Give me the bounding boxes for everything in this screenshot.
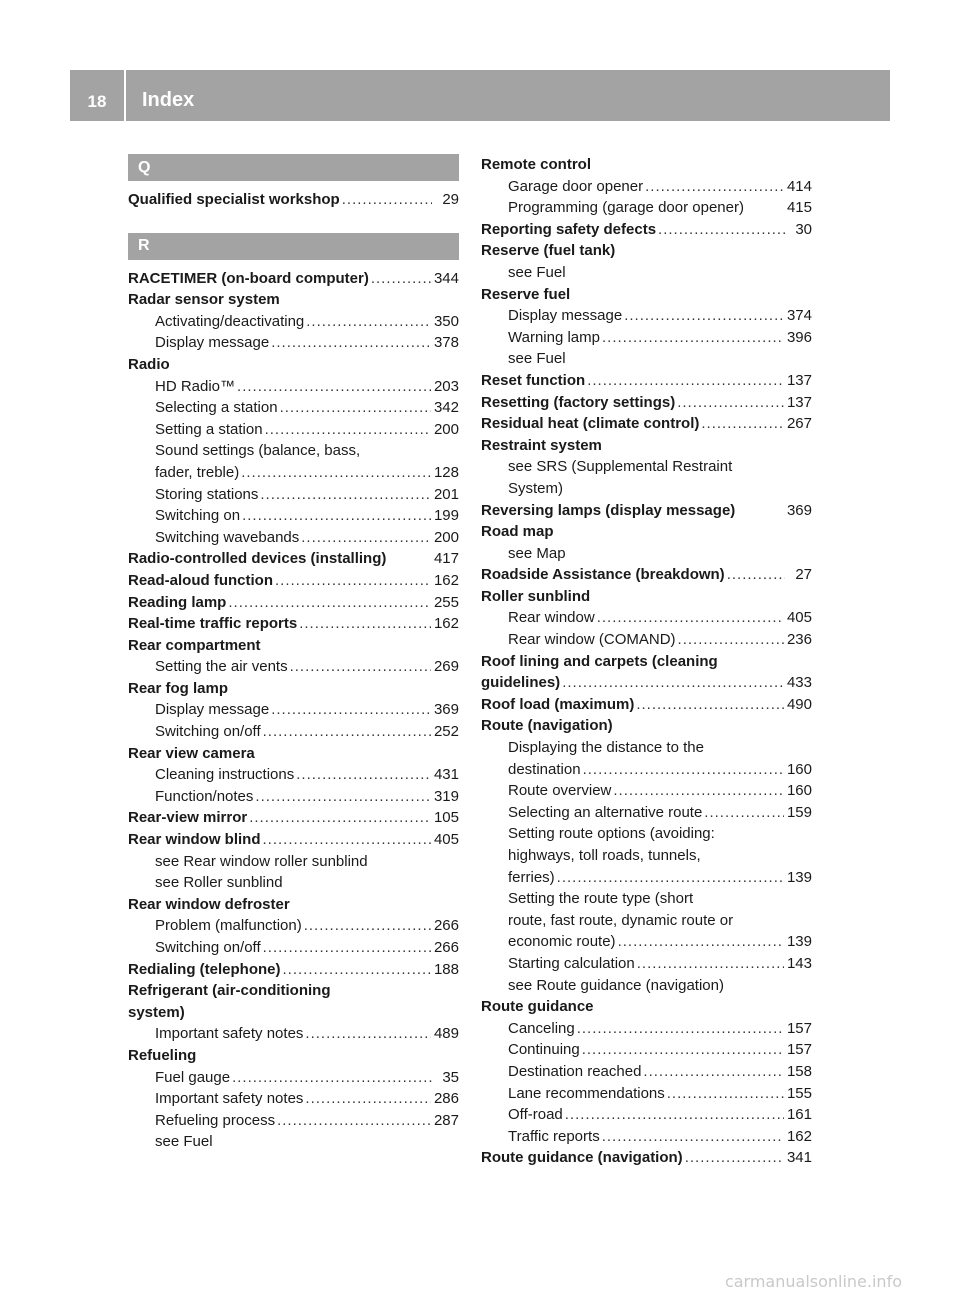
- page-ref: 341: [786, 1149, 812, 1167]
- entry-text: Setting the route type (short: [508, 890, 694, 908]
- entry-text: Reading lamp: [128, 593, 227, 611]
- index-entry: [128, 613, 459, 635]
- leader-dots: [228, 592, 431, 614]
- index-subentry: [128, 1110, 459, 1132]
- page-ref: 489: [433, 1025, 459, 1043]
- index-subentry: [481, 176, 812, 198]
- leader-dots: [280, 397, 431, 419]
- entry-text: see Fuel: [155, 1133, 213, 1151]
- leader-dots: [232, 1067, 432, 1089]
- index-subentry: [481, 1039, 812, 1061]
- page-ref: 405: [433, 831, 459, 849]
- index-subentry: [481, 1126, 812, 1148]
- index-subentry: [128, 872, 459, 894]
- page-ref: 188: [433, 960, 459, 978]
- entry-text: Setting route options (avoiding:: [508, 825, 715, 843]
- index-entry: [128, 268, 459, 290]
- index-entry: [481, 694, 812, 716]
- entry-text: see Map: [508, 544, 566, 562]
- leader-dots: [685, 1147, 784, 1169]
- page-ref: 201: [433, 485, 459, 503]
- entry-text: Refueling: [128, 1046, 197, 1064]
- page-ref: 287: [433, 1111, 459, 1129]
- leader-dots: [602, 1126, 784, 1148]
- entry-text: Reserve fuel: [481, 285, 571, 303]
- page-ref: 252: [433, 723, 459, 741]
- index-subentry: [481, 478, 812, 500]
- leader-dots: [242, 505, 431, 527]
- entry-text: Display message: [155, 701, 270, 719]
- index-subentry: [481, 262, 812, 284]
- entry-text: Reporting safety defects: [481, 220, 657, 238]
- entry-text: Display message: [155, 334, 270, 352]
- entry-text: Off-road: [508, 1106, 563, 1124]
- leader-dots: [727, 564, 785, 586]
- page-ref: 160: [786, 782, 812, 800]
- index-entry: [481, 413, 812, 435]
- leader-dots: [249, 807, 431, 829]
- index-entry: [128, 570, 459, 592]
- leader-dots: [241, 462, 431, 484]
- index-subentry: [481, 975, 812, 997]
- index-subentry: [481, 845, 812, 867]
- index-subentry: [481, 1018, 812, 1040]
- entry-text: Problem (malfunction): [155, 917, 302, 935]
- leader-dots: [701, 413, 784, 435]
- leader-dots: [577, 1018, 784, 1040]
- index-subentry: [128, 786, 459, 808]
- index-subentry: [128, 699, 459, 721]
- leader-dots: [275, 570, 431, 592]
- leader-dots: [299, 613, 431, 635]
- entry-text: route, fast route, dynamic route or: [508, 911, 734, 929]
- index-entry: [128, 189, 459, 211]
- index-entry: [128, 289, 459, 311]
- entry-text: Restraint system: [481, 436, 602, 454]
- entry-text: Route guidance (navigation): [481, 1149, 683, 1167]
- page-ref: 160: [786, 760, 812, 778]
- entry-text: Important safety notes: [155, 1025, 304, 1043]
- page-number: 18: [70, 70, 126, 121]
- index-column-left: [128, 154, 459, 1153]
- entry-text: Route overview: [508, 782, 612, 800]
- leader-dots: [624, 305, 784, 327]
- index-entry: [481, 370, 812, 392]
- index-entry: [481, 219, 812, 241]
- leader-dots: [602, 327, 784, 349]
- entry-text: Switching wavebands: [155, 528, 300, 546]
- page-ref: 143: [786, 954, 812, 972]
- leader-dots: [263, 937, 431, 959]
- entry-text: Rear view camera: [128, 744, 255, 762]
- entry-text: Cleaning instructions: [155, 766, 295, 784]
- entry-text: Redialing (telephone): [128, 960, 281, 978]
- leader-dots: [271, 699, 431, 721]
- entry-text: Reset function: [481, 371, 586, 389]
- entry-text: Garage door opener: [508, 177, 644, 195]
- leader-dots: [306, 311, 431, 333]
- entry-text: HD Radio™: [155, 377, 236, 395]
- entry-text: System): [508, 479, 564, 497]
- leader-dots: [637, 953, 784, 975]
- page-ref: 162: [433, 615, 459, 633]
- entry-text: Roadside Assistance (breakdown): [481, 566, 725, 584]
- index-subentry: [128, 1088, 459, 1110]
- index-entry: [481, 392, 812, 414]
- entry-text: Switching on/off: [155, 939, 261, 956]
- entry-text: Road map: [481, 523, 554, 541]
- index-subentry: [481, 1083, 812, 1105]
- page-ref: 159: [786, 803, 812, 821]
- leader-dots: [618, 931, 784, 953]
- page-ref: 137: [786, 393, 812, 411]
- entry-text: highways, toll roads, tunnels,: [508, 847, 701, 864]
- entry-text: Radio-controlled devices (installing): [128, 550, 387, 568]
- index-subentry: [128, 656, 459, 678]
- page-ref: 200: [433, 528, 459, 546]
- leader-dots: [305, 1088, 431, 1110]
- index-entry: [481, 586, 812, 608]
- leader-dots: [277, 1110, 431, 1132]
- page-ref: 266: [433, 917, 459, 935]
- entry-text: system): [128, 1003, 185, 1021]
- entry-text: Lane recommendations: [508, 1084, 665, 1102]
- leader-dots: [645, 176, 784, 198]
- section-letter: R: [128, 233, 459, 260]
- leader-dots: [305, 1023, 431, 1045]
- index-entry: [128, 635, 459, 657]
- page-ref: 267: [786, 415, 812, 433]
- index-entry: [481, 435, 812, 457]
- index-entry: [481, 284, 812, 306]
- page-ref: 105: [433, 809, 459, 827]
- entry-text: see Route guidance (navigation): [508, 976, 724, 994]
- index-subentry: [128, 1023, 459, 1045]
- entry-text: Setting the air vents: [155, 658, 288, 676]
- entry-text: Route (navigation): [481, 717, 613, 735]
- index-entry: [481, 651, 812, 673]
- entry-text: Traffic reports: [508, 1127, 600, 1145]
- index-subentry: [128, 1131, 459, 1153]
- index-entry: [481, 240, 812, 262]
- index-entry: [481, 154, 812, 176]
- leader-dots: [342, 189, 432, 211]
- index-subentry: [128, 937, 459, 959]
- entry-text: ferries): [508, 868, 555, 886]
- index-column-right: [481, 154, 812, 1169]
- entry-text: Route guidance: [481, 998, 594, 1016]
- page-ref: 344: [433, 269, 459, 287]
- page-ref: 128: [433, 463, 459, 481]
- index-entry: [128, 743, 459, 765]
- index-subentry: [481, 197, 812, 219]
- entry-text: Starting calculation: [508, 954, 635, 972]
- leader-dots: [636, 694, 784, 716]
- page-ref: 199: [433, 507, 459, 525]
- index-subentry: [128, 505, 459, 527]
- index-subentry: [481, 802, 812, 824]
- index-entry: [128, 959, 459, 981]
- entry-text: Radar sensor system: [128, 291, 280, 309]
- entry-text: Setting a station: [155, 420, 263, 438]
- page-ref: 286: [433, 1090, 459, 1108]
- page-ref: 417: [433, 550, 459, 568]
- entry-text: Sound settings (balance, bass,: [155, 442, 361, 460]
- index-subentry: [128, 397, 459, 419]
- entry-text: fader, treble): [155, 463, 240, 481]
- index-subentry: [481, 1104, 812, 1126]
- page-ref: 161: [786, 1106, 812, 1124]
- entry-text: Qualified specialist workshop: [128, 191, 340, 208]
- leader-dots: [371, 268, 431, 290]
- page-ref: 137: [786, 371, 812, 389]
- entry-text: Reversing lamps (display message): [481, 501, 736, 519]
- entry-text: Roller sunblind: [481, 587, 591, 605]
- leader-dots: [677, 392, 784, 414]
- leader-dots: [583, 759, 784, 781]
- leader-dots: [587, 370, 784, 392]
- page-ref: 369: [786, 501, 812, 519]
- entry-text: Destination reached: [508, 1062, 642, 1080]
- index-entry: [128, 829, 459, 851]
- leader-dots: [613, 780, 784, 802]
- index-entry: [128, 807, 459, 829]
- page-ref: 431: [433, 766, 459, 784]
- page-ref: 162: [433, 571, 459, 589]
- index-entry: [481, 1147, 812, 1169]
- entry-text: Roof load (maximum): [481, 695, 635, 713]
- entry-text: Displaying the distance to the: [508, 739, 704, 757]
- index-subentry: [481, 607, 812, 629]
- index-entry: [128, 1045, 459, 1067]
- leader-dots: [263, 829, 431, 851]
- index-subentry: [481, 867, 812, 889]
- index-entry: [481, 672, 812, 694]
- index-subentry: [128, 462, 459, 484]
- leader-dots: [704, 802, 784, 824]
- page-header: [70, 70, 890, 121]
- leader-dots: [265, 419, 431, 441]
- leader-dots: [263, 721, 431, 743]
- leader-dots: [658, 219, 785, 241]
- index-subentry: [128, 484, 459, 506]
- entry-text: Refrigerant (air-conditioning: [128, 982, 331, 1000]
- leader-dots: [283, 959, 431, 981]
- entry-text: destination: [508, 760, 581, 778]
- index-entry: [481, 564, 812, 586]
- entry-text: see Roller sunblind: [155, 874, 283, 892]
- entry-text: see Rear window roller sunblind: [155, 852, 368, 870]
- entry-text: Real-time traffic reports: [128, 615, 298, 633]
- page-title: Index: [142, 89, 195, 111]
- page-ref: 266: [433, 939, 459, 956]
- index-subentry: [128, 527, 459, 549]
- page-ref: 433: [786, 674, 812, 692]
- index-subentry: [481, 823, 812, 845]
- entry-text: Rear window (COMAND): [508, 631, 676, 649]
- page-ref: 200: [433, 420, 459, 438]
- index-subentry: [128, 1067, 459, 1089]
- entry-text: Radio: [128, 355, 170, 373]
- index-subentry: [128, 332, 459, 354]
- entry-text: Function/notes: [155, 787, 254, 805]
- entry-text: Activating/deactivating: [155, 312, 305, 330]
- entry-text: Refueling process: [155, 1111, 276, 1129]
- page-ref: 319: [433, 787, 459, 805]
- page-ref: 269: [433, 658, 459, 676]
- leader-dots: [643, 1061, 784, 1083]
- index-entry: [128, 678, 459, 700]
- index-subentry: [128, 721, 459, 743]
- index-subentry: [481, 327, 812, 349]
- index-subentry: [481, 780, 812, 802]
- entry-text: Rear window: [508, 609, 595, 627]
- leader-dots: [582, 1039, 784, 1061]
- page-ref: 415: [786, 199, 812, 217]
- page-ref: 236: [786, 631, 812, 649]
- page-ref: 374: [786, 307, 812, 325]
- entry-text: Residual heat (climate control): [481, 415, 700, 433]
- entry-text: see SRS (Supplemental Restraint: [508, 458, 733, 476]
- entry-text: see Fuel: [508, 350, 566, 368]
- entry-text: Programming (garage door opener): [508, 199, 744, 217]
- entry-text: Rear window blind: [128, 831, 261, 849]
- page-ref: 350: [433, 312, 459, 330]
- index-subentry: [481, 931, 812, 953]
- leader-dots: [255, 786, 431, 808]
- entry-text: Continuing: [508, 1041, 580, 1059]
- entry-text: Canceling: [508, 1019, 575, 1037]
- index-entry: [481, 715, 812, 737]
- index-subentry: [128, 440, 459, 462]
- index-entry: [128, 1002, 459, 1024]
- entry-text: Rear fog lamp: [128, 679, 229, 697]
- entry-text: Fuel gauge: [155, 1068, 231, 1086]
- entry-text: guidelines): [481, 674, 561, 692]
- entry-text: Selecting a station: [155, 399, 278, 417]
- entry-text: Read-aloud function: [128, 571, 273, 589]
- index-subentry: [128, 915, 459, 937]
- entry-text: Important safety notes: [155, 1090, 304, 1108]
- page-ref: 162: [786, 1127, 812, 1145]
- index-subentry: [128, 851, 459, 873]
- index-subentry: [481, 737, 812, 759]
- leader-dots: [290, 656, 431, 678]
- index-subentry: [481, 953, 812, 975]
- index-entry: [128, 592, 459, 614]
- index-subentry: [481, 629, 812, 651]
- page-ref: 27: [795, 566, 812, 584]
- index-subentry: [481, 456, 812, 478]
- index-subentry: [481, 910, 812, 932]
- page-ref: 203: [433, 377, 459, 395]
- index-subentry: [128, 764, 459, 786]
- entry-text: Reserve (fuel tank): [481, 242, 616, 260]
- page-ref: 139: [786, 868, 812, 886]
- page-ref: 157: [786, 1019, 812, 1037]
- entry-text: Resetting (factory settings): [481, 393, 676, 411]
- page-ref: 369: [433, 701, 459, 719]
- leader-dots: [296, 764, 431, 786]
- page-ref: 378: [433, 334, 459, 352]
- page-ref: 155: [786, 1084, 812, 1102]
- page-ref: 158: [786, 1062, 812, 1080]
- leader-dots: [562, 672, 784, 694]
- index-entry: [128, 548, 459, 570]
- page-ref: 139: [786, 933, 812, 951]
- leader-dots: [667, 1083, 784, 1105]
- entry-text: Switching on: [155, 507, 241, 525]
- entry-text: economic route): [508, 933, 616, 951]
- leader-dots: [304, 915, 431, 937]
- entry-text: Rear-view mirror: [128, 809, 248, 827]
- page-ref: 405: [786, 609, 812, 627]
- entry-text: Rear compartment: [128, 636, 261, 654]
- page-ref: 396: [786, 328, 812, 346]
- entry-text: Switching on/off: [155, 723, 261, 741]
- entry-text: see Fuel: [508, 263, 566, 281]
- entry-text: Roof lining and carpets (cleaning: [481, 652, 718, 670]
- index-subentry: [128, 311, 459, 333]
- index-entry: [481, 996, 812, 1018]
- leader-dots: [260, 484, 431, 506]
- page-ref: 29: [442, 191, 459, 208]
- leader-dots: [678, 629, 784, 651]
- index-subentry: [128, 376, 459, 398]
- entry-text: Display message: [508, 307, 623, 325]
- index-subentry: [481, 759, 812, 781]
- leader-dots: [237, 376, 431, 398]
- index-entry: [481, 521, 812, 543]
- page-ref: 414: [786, 177, 812, 195]
- entry-text: Storing stations: [155, 485, 259, 503]
- entry-text: Selecting an alternative route: [508, 803, 703, 821]
- index-entry: [128, 980, 459, 1002]
- page-ref: 30: [795, 220, 812, 238]
- entry-text: Remote control: [481, 156, 592, 173]
- index-subentry: [481, 305, 812, 327]
- page-ref: 255: [433, 593, 459, 611]
- index-entry: [128, 894, 459, 916]
- page-ref: 157: [786, 1041, 812, 1059]
- watermark: carmanualsonline.info: [724, 1272, 902, 1291]
- page-ref: 490: [786, 695, 812, 713]
- entry-text: Warning lamp: [508, 328, 600, 346]
- entry-text: RACETIMER (on-board computer): [128, 269, 369, 287]
- leader-dots: [301, 527, 431, 549]
- index-subentry: [481, 543, 812, 565]
- page-ref: 342: [433, 399, 459, 417]
- index-entry: [481, 500, 812, 522]
- leader-dots: [557, 867, 784, 889]
- leader-dots: [271, 332, 431, 354]
- section-letter: Q: [128, 154, 459, 181]
- index-subentry: [481, 348, 812, 370]
- leader-dots: [597, 607, 784, 629]
- index-subentry: [128, 419, 459, 441]
- index-subentry: [481, 888, 812, 910]
- entry-text: Rear window defroster: [128, 895, 290, 913]
- leader-dots: [565, 1104, 784, 1126]
- index-entry: [128, 354, 459, 376]
- index-subentry: [481, 1061, 812, 1083]
- page-ref: 35: [442, 1068, 459, 1086]
